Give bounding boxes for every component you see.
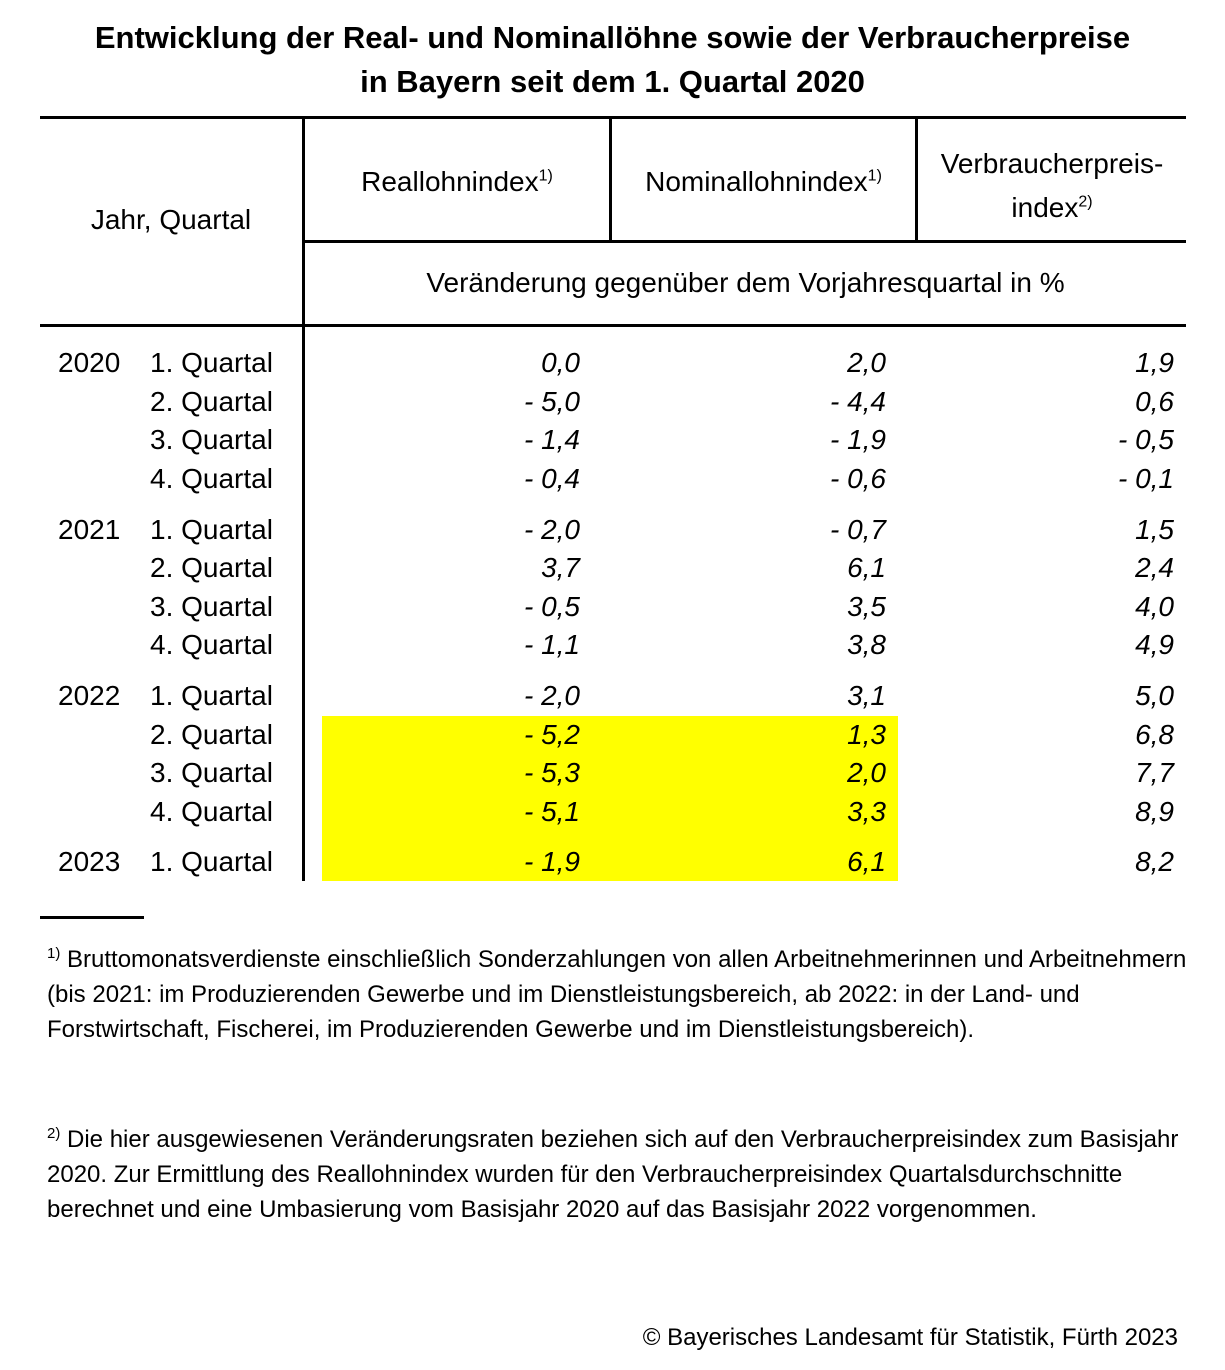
cell-verbraucherpreisindex: - 0,5 (1117, 424, 1174, 455)
row-quarter: 2. Quartal (150, 552, 273, 583)
cell-verbraucherpreisindex: 4,0 (1135, 591, 1174, 622)
cell-reallohnindex: - 5,1 (523, 796, 580, 827)
row-quarter: 2. Quartal (150, 719, 273, 750)
cell-nominallohnindex: - 4,4 (829, 386, 886, 417)
page-title-line-1: Entwicklung der Real- und Nominallöhne sowie der Verbraucherpreise (94, 20, 1131, 55)
header-verbraucherpreisindex-line-1: Verbraucherpreis- (940, 148, 1164, 179)
cell-verbraucherpreisindex: 6,8 (1135, 719, 1174, 750)
cell-reallohnindex: - 5,0 (523, 386, 580, 417)
stub-column-divider (302, 116, 305, 881)
footnote-1-text: Bruttomonatsverdienste einschließlich Sonderzahlungen von allen Arbeitnehmerinnen und Arbeitnehmern (bis 2021: im Produzierenden Gewerbe und im Dienstleistungsbereich, ab 2022: in der Land- und Forstwirtschaft, Fischerei, im Produzierenden Gewerbe und im Dienstleistungsbereich). (47, 946, 1187, 1043)
row-quarter: 1. Quartal (150, 680, 273, 711)
cell-verbraucherpreisindex: 8,2 (1135, 846, 1174, 877)
cell-reallohnindex: - 2,0 (523, 514, 580, 545)
copyright: © Bayerisches Landesamt für Statistik, Fürth 2023 (642, 1324, 1178, 1351)
header-verbraucherpreisindex (918, 142, 1186, 230)
cell-nominallohnindex: - 1,9 (829, 424, 886, 455)
header-bottom-rule (40, 324, 1186, 327)
header-nominallohnindex-text: Nominallohnindex (645, 166, 868, 197)
cell-reallohnindex: - 1,9 (523, 846, 580, 877)
header-nominallohnindex (612, 165, 915, 199)
row-quarter: 3. Quartal (150, 424, 273, 455)
footnote-2-text: Die hier ausgewiesenen Veränderungsraten beziehen sich auf den Verbraucherpreisindex zum Basisjahr 2020. Zur Ermittlung des Reallohnindex wurden für den Verbraucherpreisindex Quartalsdurchschnitte berechnet und eine Umbasierung vom Basisjahr 2020 auf das Basisjahr 2022 vorgenommen. (47, 1126, 1179, 1223)
cell-nominallohnindex: 3,8 (847, 629, 886, 660)
cell-verbraucherpreisindex: - 0,1 (1117, 463, 1174, 494)
cell-reallohnindex: - 5,3 (523, 757, 580, 788)
row-year: 2023 (58, 846, 121, 877)
footnote-rule (40, 916, 144, 919)
cell-verbraucherpreisindex: 7,7 (1135, 757, 1174, 788)
row-quarter: 1. Quartal (150, 347, 273, 378)
row-quarter: 1. Quartal (150, 514, 273, 545)
footnote-1 (47, 942, 1197, 1047)
header-divider (303, 240, 1186, 243)
cell-verbraucherpreisindex: 1,9 (1135, 347, 1174, 378)
row-year: 2021 (58, 514, 121, 545)
footnote-1-mark: 1) (47, 945, 61, 962)
cell-nominallohnindex: 6,1 (847, 846, 886, 877)
row-year (58, 793, 130, 831)
row-year (58, 754, 130, 792)
cell-nominallohnindex: 3,3 (847, 796, 886, 827)
cell-reallohnindex: - 0,5 (523, 591, 580, 622)
row-year (58, 460, 130, 498)
row-year (58, 421, 130, 459)
row-quarter: 3. Quartal (150, 757, 273, 788)
row-year (58, 716, 130, 754)
row-quarter: 1. Quartal (150, 846, 273, 877)
row-year: 2022 (58, 680, 121, 711)
footnote-ref-1: 1) (538, 167, 553, 185)
footnote-ref-2: 2) (1078, 193, 1093, 211)
cell-verbraucherpreisindex: 1,5 (1135, 514, 1174, 545)
row-quarter: 2. Quartal (150, 386, 273, 417)
row-year (58, 588, 130, 626)
cell-verbraucherpreisindex: 2,4 (1135, 552, 1174, 583)
footnote-2-mark: 2) (47, 1125, 61, 1142)
cell-reallohnindex: - 5,2 (523, 719, 580, 750)
row-year: 2020 (58, 347, 121, 378)
row-year (58, 383, 130, 421)
page-title-line-2: in Bayern seit dem 1. Quartal 2020 (360, 64, 865, 99)
cell-verbraucherpreisindex: 8,9 (1135, 796, 1174, 827)
row-year (58, 626, 130, 664)
row-year (58, 549, 130, 587)
header-reallohnindex-text: Reallohnindex (361, 166, 539, 197)
row-label-header-text: Jahr, Quartal (90, 204, 252, 235)
cell-nominallohnindex: 2,0 (847, 347, 886, 378)
header-reallohnindex (305, 165, 609, 199)
cell-verbraucherpreisindex: 5,0 (1135, 680, 1174, 711)
cell-reallohnindex: - 0,4 (523, 463, 580, 494)
cell-reallohnindex: - 1,4 (523, 424, 580, 455)
cell-verbraucherpreisindex: 4,9 (1135, 629, 1174, 660)
cell-nominallohnindex: 3,5 (847, 591, 886, 622)
cell-nominallohnindex: - 0,6 (829, 463, 886, 494)
unit-row-text: Veränderung gegenüber dem Vorjahresquartal in % (426, 267, 1065, 298)
footnote-2 (47, 1122, 1197, 1227)
unit-row (305, 266, 1186, 300)
cell-nominallohnindex: 2,0 (847, 757, 886, 788)
row-quarter: 4. Quartal (150, 629, 273, 660)
cell-nominallohnindex: 1,3 (847, 719, 886, 750)
cell-nominallohnindex: - 0,7 (829, 514, 886, 545)
cell-verbraucherpreisindex: 0,6 (1135, 386, 1174, 417)
cell-nominallohnindex: 3,1 (847, 680, 886, 711)
row-quarter: 4. Quartal (150, 796, 273, 827)
header-verbraucherpreisindex-line-2: index (1011, 192, 1079, 223)
cell-reallohnindex: 3,7 (541, 552, 580, 583)
row-quarter: 3. Quartal (150, 591, 273, 622)
cell-nominallohnindex: 6,1 (847, 552, 886, 583)
footnote-ref-1: 1) (867, 167, 882, 185)
table-top-rule (40, 116, 1186, 119)
cell-reallohnindex: 0,0 (541, 347, 580, 378)
row-quarter: 4. Quartal (150, 463, 273, 494)
cell-reallohnindex: - 1,1 (523, 629, 580, 660)
row-label-header (40, 203, 302, 237)
cell-reallohnindex: - 2,0 (523, 680, 580, 711)
